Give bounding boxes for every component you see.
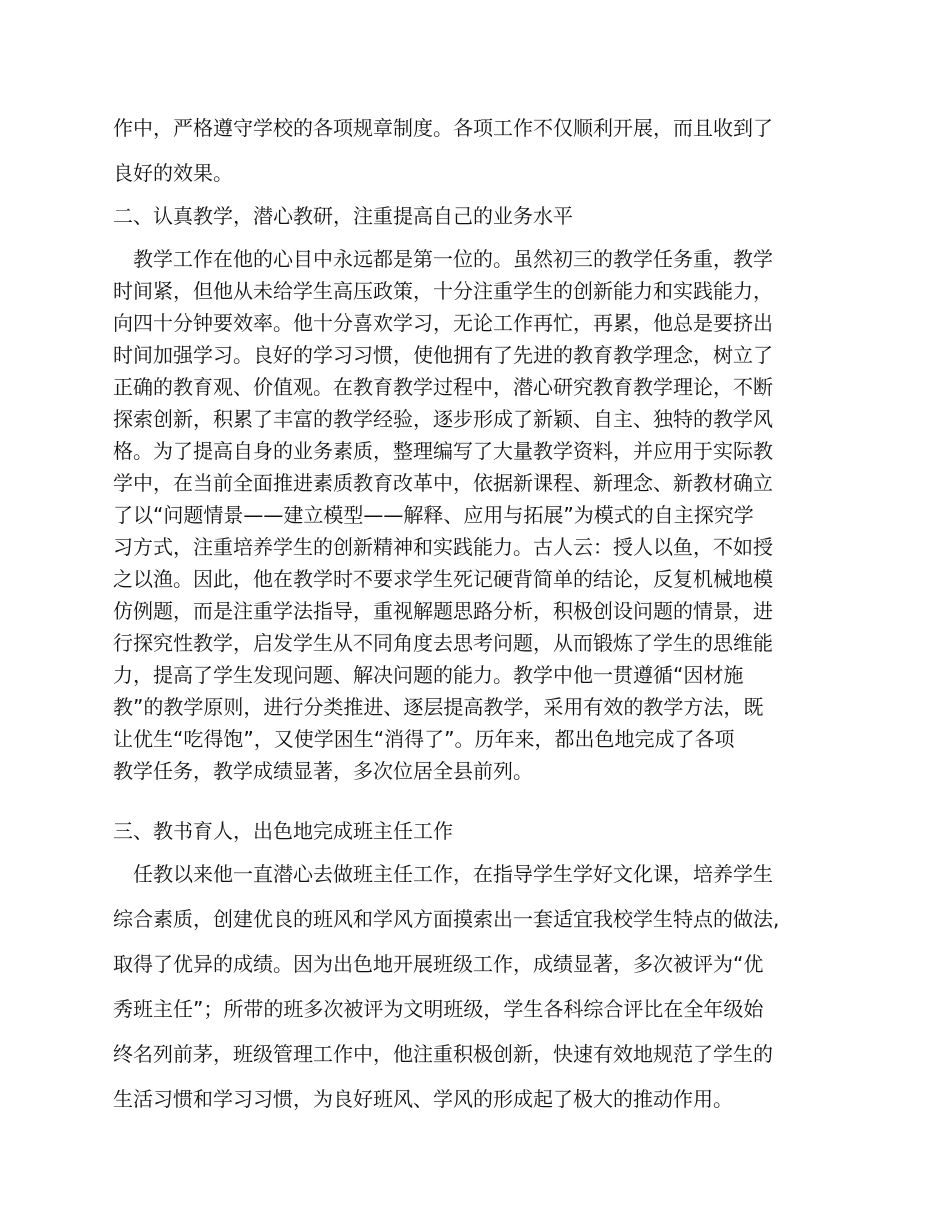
paragraph-line: 生活习惯和学习习惯，为良好班风、学风的形成起了极大的推动作用。	[113, 1087, 733, 1111]
paragraph-line: 取得了优异的成绩。因为出色地开展班级工作，成绩显著，多次被评为“优	[113, 952, 764, 976]
paragraph-line: 终名列前茅，班级管理工作中，他注重积极创新，快速有效地规范了学生的	[113, 1042, 773, 1066]
intro-line: 作中，严格遵守学校的各项规章制度。各项工作不仅顺利开展，而且收到了	[113, 116, 773, 140]
paragraph-line: 力，提高了学生发现问题、解决问题的能力。教学中他一贯遵循“因材施	[113, 663, 744, 687]
paragraph-line: 秀班主任”；所带的班多次被评为文明班级，学生各科综合评比在全年级始	[113, 997, 764, 1021]
paragraph-line: 之以渔。因此，他在教学时不要求学生死记硬背简单的结论，反复机械地模	[113, 567, 773, 591]
paragraph-line: 时间紧，但他从未给学生高压政策，十分注重学生的创新能力和实践能力，	[113, 279, 773, 303]
intro-line: 良好的效果。	[113, 161, 233, 185]
paragraph-line: 学中，在当前全面推进素质教育改革中，依据新课程、新理念、新教材确立	[113, 471, 773, 495]
paragraph-line: 习方式，注重培养学生的创新精神和实践能力。古人云：授人以鱼，不如授	[113, 535, 773, 559]
paragraph-line: 教学工作在他的心目中永远都是第一位的。虽然初三的教学任务重，教学	[113, 247, 773, 271]
paragraph-line: 向四十分钟要效率。他十分喜欢学习，无论工作再忙，再累，他总是要挤出	[113, 311, 773, 335]
paragraph-line: 教”的教学原则，进行分类推进、逐层提高教学，采用有效的教学方法，既	[113, 695, 764, 719]
paragraph-line: 仿例题，而是注重学法指导，重视解题思路分析，积极创设问题的情景，进	[113, 599, 773, 623]
paragraph-line: 了以“问题情景——建立模型——解释、应用与拓展”为模式的自主探究学	[113, 503, 754, 527]
paragraph-line: 综合素质，创建优良的班风和学风方面摸索出一套适宜我校学生特点的做法,	[113, 907, 780, 931]
paragraph-line: 让优生“吃得饱”，又使学困生“消得了”。历年来，都出色地完成了各项	[113, 727, 735, 751]
section-heading: 三、教书育人，出色地完成班主任工作	[113, 819, 453, 843]
paragraph-line: 时间加强学习。良好的学习习惯，使他拥有了先进的教育教学理念，树立了	[113, 343, 773, 367]
paragraph-line: 正确的教育观、价值观。在教育教学过程中，潜心研究教育教学理论，不断	[113, 375, 773, 399]
section-heading: 二、认真教学，潜心教研，注重提高自己的业务水平	[113, 204, 573, 228]
paragraph-line: 探索创新，积累了丰富的教学经验，逐步形成了新颖、自主、独特的教学风	[113, 407, 773, 431]
paragraph-line: 任教以来他一直潜心去做班主任工作，在指导学生学好文化课，培养学生	[113, 862, 773, 886]
paragraph-line: 行探究性教学，启发学生从不同角度去思考问题，从而锻炼了学生的思维能	[113, 631, 773, 655]
paragraph-line: 格。为了提高自身的业务素质，整理编写了大量教学资料，并应用于实际教	[113, 439, 773, 463]
paragraph-line: 教学任务，教学成绩显著，多次位居全县前列。	[113, 759, 533, 783]
